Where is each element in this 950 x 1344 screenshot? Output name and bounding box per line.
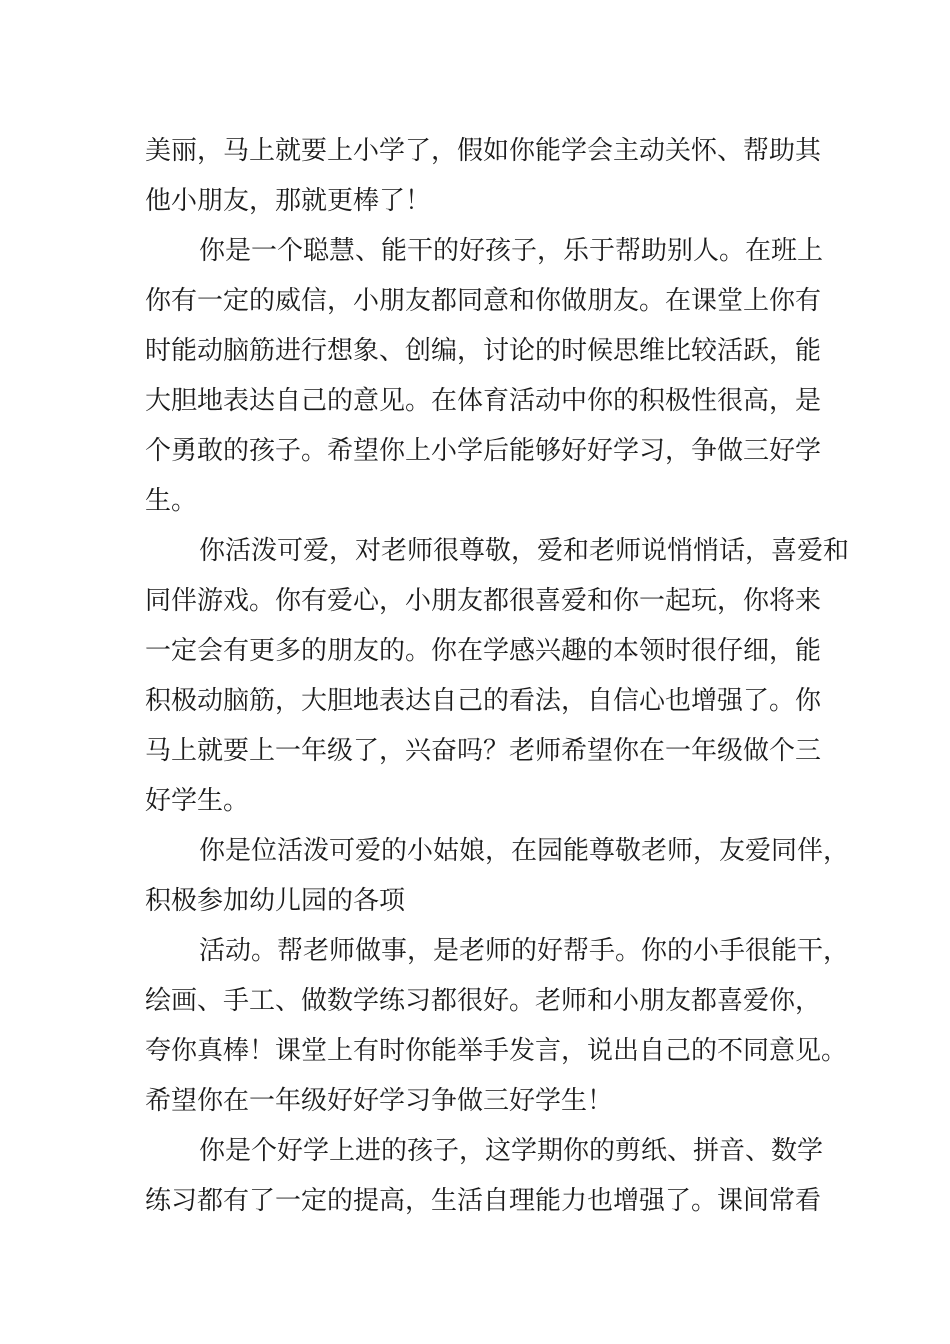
paragraph-6 <box>145 1126 824 1226</box>
paragraph-line: 你是位活泼可爱的小姑娘，在园能尊敬老师，友爱同伴， <box>199 836 850 866</box>
paragraph-1 <box>145 126 822 226</box>
paragraph-line: 你有一定的威信，小朋友都同意和你做朋友。在课堂上你有 <box>145 286 822 316</box>
paragraph-line: 希望你在一年级好好学习争做三好学生！ <box>145 1086 614 1116</box>
paragraph-line: 练习都有了一定的提高，生活自理能力也增强了。课间常看 <box>145 1186 822 1216</box>
paragraph-line: 马上就要上一年级了，兴奋吗？老师希望你在一年级做个三 <box>145 736 822 766</box>
paragraph-line: 积极参加幼儿园的各项 <box>145 886 406 916</box>
paragraph-3 <box>145 526 850 826</box>
paragraph-line: 好学生。 <box>145 786 250 816</box>
paragraph-line: 生。 <box>145 486 198 516</box>
document-body <box>145 126 850 1226</box>
paragraph-line: 时能动脑筋进行想象、创编，讨论的时候思维比较活跃，能 <box>145 336 822 366</box>
paragraph-line: 美丽，马上就要上小学了，假如你能学会主动关怀、帮助其 <box>145 136 822 166</box>
paragraph-line: 大胆地表达自己的意见。在体育活动中你的积极性很高，是 <box>145 386 822 416</box>
paragraph-line: 他小朋友，那就更棒了！ <box>145 186 432 216</box>
paragraph-line: 你是一个聪慧、能干的好孩子，乐于帮助别人。在班上 <box>199 236 824 266</box>
paragraph-line: 绘画、手工、做数学练习都很好。老师和小朋友都喜爱你， <box>145 986 822 1016</box>
paragraph-line: 一定会有更多的朋友的。你在学感兴趣的本领时很仔细，能 <box>145 636 822 666</box>
paragraph-line: 你活泼可爱，对老师很尊敬，爱和老师说悄悄话，喜爱和 <box>199 536 850 566</box>
paragraph-line: 积极动脑筋，大胆地表达自己的看法，自信心也增强了。你 <box>145 686 822 716</box>
paragraph-line: 活动。帮老师做事，是老师的好帮手。你的小手很能干， <box>199 936 850 966</box>
paragraph-line: 同伴游戏。你有爱心，小朋友都很喜爱和你一起玩，你将来 <box>145 586 822 616</box>
paragraph-line: 你是个好学上进的孩子，这学期你的剪纸、拼音、数学 <box>199 1136 824 1166</box>
paragraph-2 <box>145 226 824 526</box>
paragraph-line: 个勇敢的孩子。希望你上小学后能够好好学习，争做三好学 <box>145 436 822 466</box>
paragraph-4 <box>145 826 850 926</box>
paragraph-line: 夸你真棒！课堂上有时你能举手发言，说出自己的不同意见。 <box>145 1036 848 1066</box>
paragraph-5 <box>145 926 850 1126</box>
